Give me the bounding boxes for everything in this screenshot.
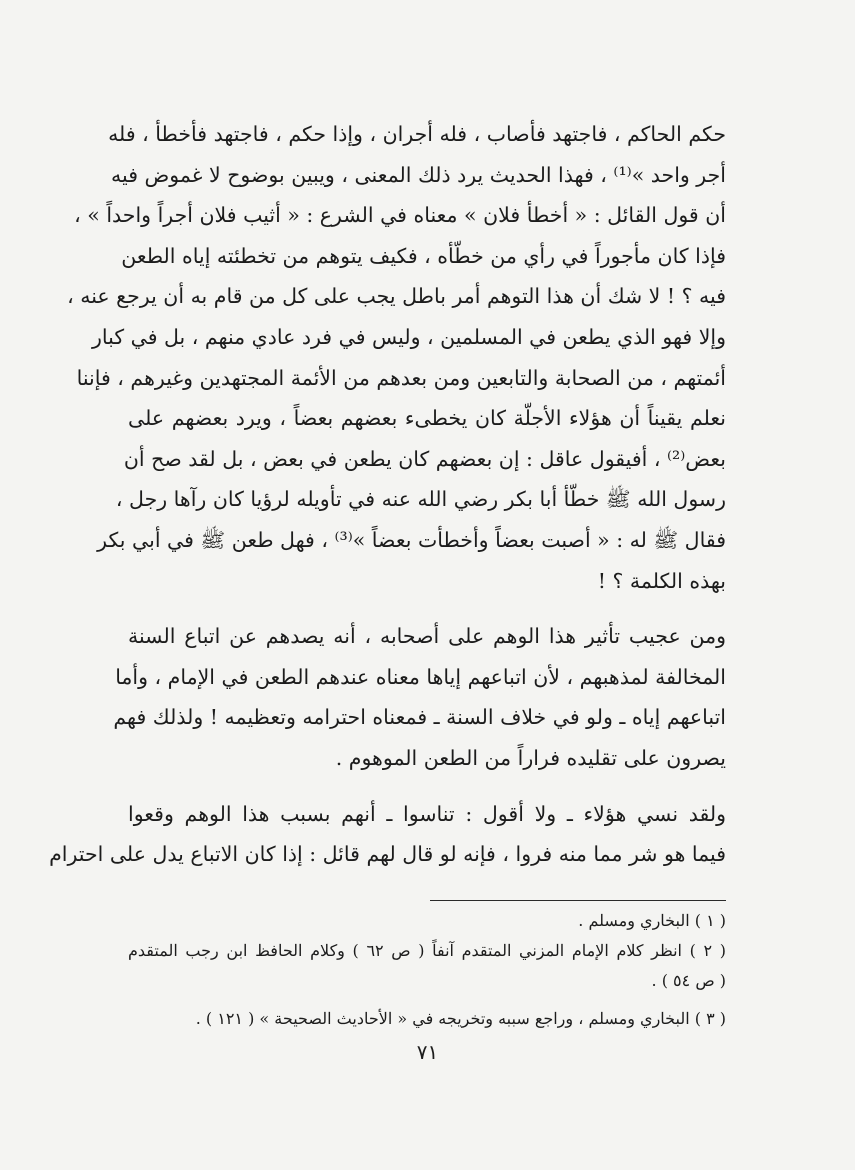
text-line: رسول الله ﷺ خطّأ أبا بكر رضي الله عنه في تأويله لرؤيا كان رآها رجل ، [115,487,726,512]
footnote-2: ( ٢ ) انظر كلام الإمام المزني المتقدم آنفاً ( ص ٦٢ ) وكلام الحافظ ابن رجب المتقدم [128,941,727,960]
text-line: بهذه الكلمة ؟ ! [597,568,726,593]
text-line: فقال ﷺ له : « أصبت بعضاً وأخطأت بعضاً »⁽³⁾ ، فهل طعن ﷺ في أبي بكر [97,527,726,552]
main-text [49,114,726,875]
footnote-separator [430,900,726,901]
text-line: يصرون على تقليده فراراً من الطعن الموهوم . [335,745,726,770]
text-line: أن قول القائل : « أخطأ فلان » معناه في الشرع : « أثيب فلان أجراً واحداً » ، [74,203,726,228]
footnote-gap [128,996,726,1004]
footnote-2-continuation: ( ص ٥٤ ) . [651,971,726,990]
text-line: حكم الحاكم ، فاجتهد فأصاب ، فله أجران ، وإذا حكم ، فاجتهد فأخطأ ، فله [108,122,726,146]
text-line: وإلا فهو الذي يطعن في المسلمين ، وليس في فرد عادي منهم ، بل في كبار [92,324,726,349]
text-line: اتباعهم إياه ـ ولو في خلاف السنة ـ فمعناه احترامه وتعظيمه ! ولذلك فهم [113,705,726,730]
footnote-3: ( ٣ ) البخاري ومسلم ، وراجع سببه وتخريجه في « الأحاديث الصحيحة » ( ١٢١ ) . [195,1009,726,1028]
paragraph-gap [128,779,726,794]
text-line: ولقد نسي هؤلاء ـ ولا أقول : تناسوا ـ أنهم بسبب هذا الوهم وقعوا [128,801,726,826]
text-line: أجر واحد »⁽¹⁾ ، فهذا الحديث يرد ذلك المعنى ، ويبين بوضوح لا غموض فيه [111,162,726,187]
footnotes [128,906,726,1034]
text-line: المخالفة لمذهبهم ، لأن اتباعهم إياها معناه عندهم الطعن في الإمام ، وأما [115,664,726,689]
footnote-1: ( ١ ) البخاري ومسلم . [578,911,726,930]
text-line: فإذا كان مأجوراً في رأي من خطّأه ، فكيف يتوهم من تخطئته إياه الطعن [121,243,726,268]
text-line: نعلم يقيناً أن هؤلاء الأجلّة كان يخطىء بعضهم بعضاً ، ويرد بعضهم على [128,406,726,431]
page-number: ٧١ [416,1040,439,1064]
text-line: ومن عجيب تأثير هذا الوهم على أصحابه ، أنه يصدهم عن اتباع السنة [128,624,726,649]
text-line: فيما هو شر مما منه فروا ، فإنه لو قال لهم قائل : إذا كان الاتباع يدل على احترام [49,842,726,867]
text-line: أئمتهم ، من الصحابة والتابعين ومن بعدهم من الأئمة المجتهدين وغيرهم ، فإننا [76,365,726,390]
text-line: بعض⁽²⁾ ، أفيقول عاقل : إن بعضهم كان يطعن في بعض ، بل لقد صح أن [123,446,726,471]
text-line: فيه ؟ ! لا شك أن هذا التوهم أمر باطل يجب على كل من قام به أن يرجع عنه ، [67,284,726,309]
paragraph-gap [128,601,726,616]
